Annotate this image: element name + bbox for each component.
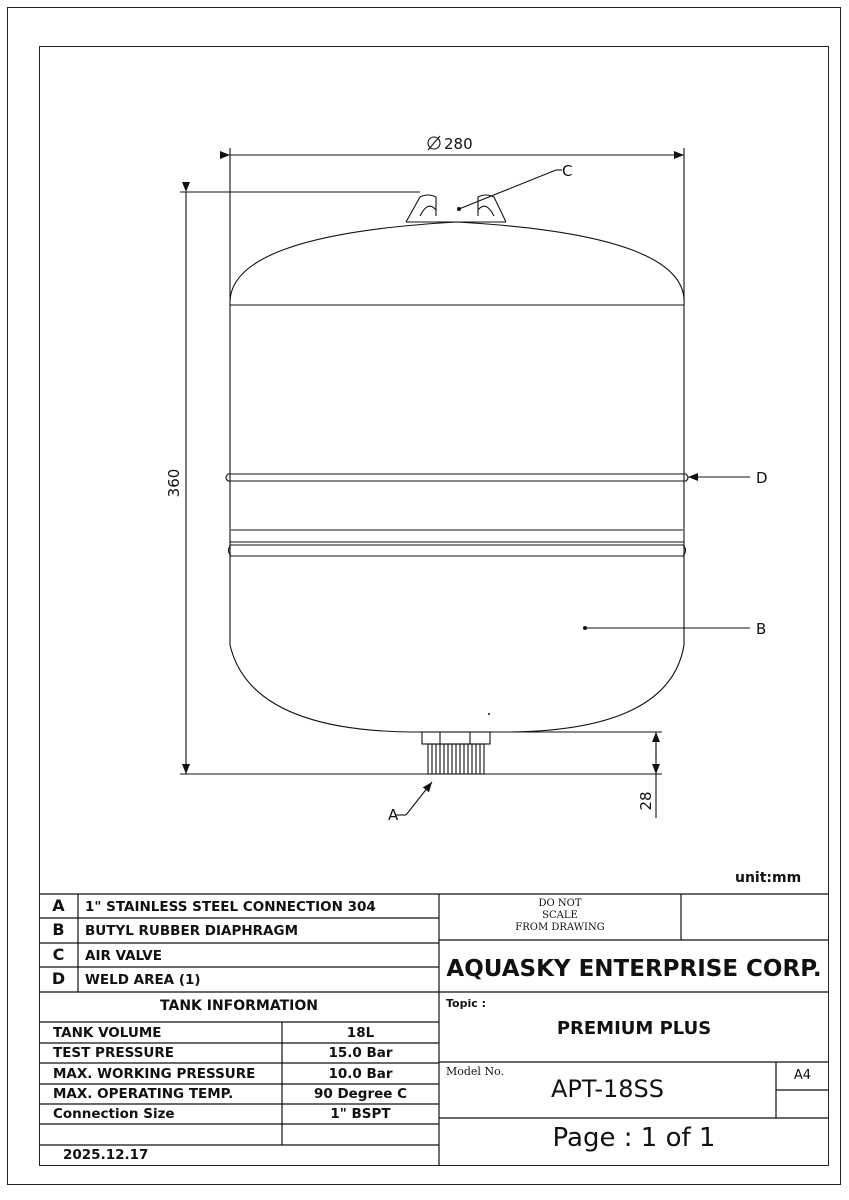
legend-text-c: AIR VALVE bbox=[85, 948, 162, 964]
info-label-connection-size: Connection Size bbox=[53, 1106, 175, 1122]
lower-band bbox=[229, 545, 686, 556]
leader-a bbox=[406, 782, 432, 815]
diameter-label: 280 bbox=[444, 135, 473, 153]
page-indicator: Page : 1 of 1 bbox=[552, 1123, 716, 1153]
info-label-test-pressure: TEST PRESSURE bbox=[53, 1045, 174, 1061]
height-label: 360 bbox=[165, 468, 183, 498]
company-name: AQUASKY ENTERPRISE CORP. bbox=[446, 956, 822, 982]
leader-c bbox=[459, 170, 556, 209]
model-number: APT-18SS bbox=[550, 1075, 664, 1103]
unit-label: unit:mm bbox=[735, 870, 802, 886]
do-not-scale-note: DO NOT SCALE FROM DRAWING bbox=[515, 898, 605, 933]
model-label: Model No. bbox=[446, 1065, 505, 1078]
info-value-volume: 18L bbox=[346, 1025, 375, 1041]
legend-key-c: C bbox=[52, 945, 65, 964]
connection-nut bbox=[422, 732, 490, 744]
legend-key-a: A bbox=[52, 896, 65, 915]
topic-value: PREMIUM PLUS bbox=[556, 1018, 712, 1039]
air-valve bbox=[406, 195, 506, 222]
callout-a-label: A bbox=[388, 806, 399, 824]
callout-c-label: C bbox=[562, 162, 573, 180]
legend-text-a: 1" STAINLESS STEEL CONNECTION 304 bbox=[85, 899, 376, 915]
info-label-operating-temp: MAX. OPERATING TEMP. bbox=[53, 1086, 234, 1102]
callout-d-label: D bbox=[756, 469, 768, 487]
legend-text-d: WELD AREA (1) bbox=[85, 972, 201, 988]
info-label-working-pressure: MAX. WORKING PRESSURE bbox=[53, 1066, 256, 1082]
weld-band bbox=[226, 474, 688, 481]
info-value-operating-temp: 90 Degree C bbox=[313, 1086, 408, 1102]
info-value-connection-size: 1" BSPT bbox=[330, 1106, 391, 1122]
sheet-size: A4 bbox=[793, 1068, 812, 1083]
legend-key-b: B bbox=[52, 920, 65, 939]
tank-outline bbox=[230, 222, 684, 732]
info-value-working-pressure: 10.0 Bar bbox=[328, 1066, 393, 1082]
legend-text-b: BUTYL RUBBER DIAPHRAGM bbox=[85, 923, 299, 939]
tank-info-title: TANK INFORMATION bbox=[160, 998, 318, 1014]
drawing-date: 2025.12.17 bbox=[63, 1147, 149, 1163]
legend-key-d: D bbox=[51, 969, 66, 988]
info-value-test-pressure: 15.0 Bar bbox=[328, 1045, 393, 1061]
info-label-volume: TANK VOLUME bbox=[53, 1025, 162, 1041]
callout-b-label: B bbox=[756, 620, 767, 638]
topic-label: Topic : bbox=[446, 997, 486, 1010]
connection-height-label: 28 bbox=[637, 791, 655, 811]
thread-lines bbox=[432, 744, 480, 774]
